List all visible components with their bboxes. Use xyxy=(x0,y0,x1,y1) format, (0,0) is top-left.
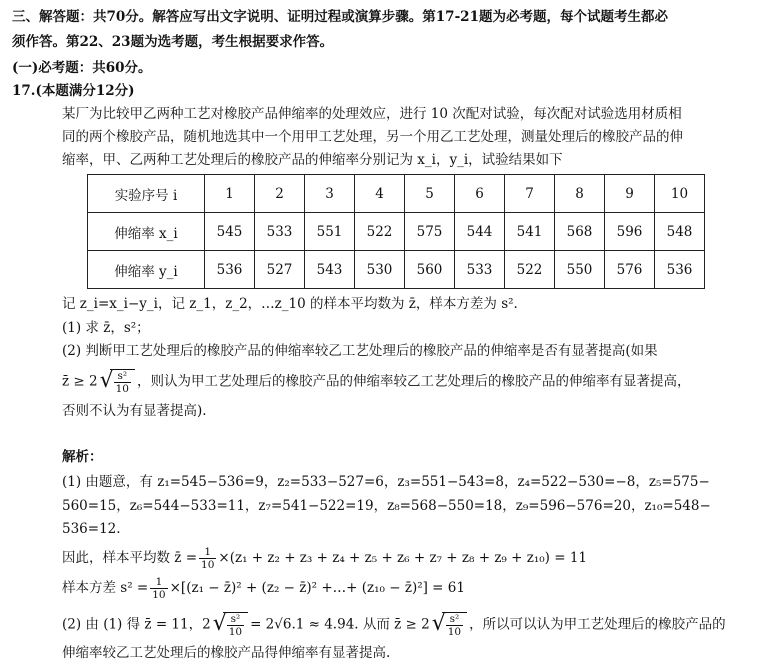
table-cell: 1 xyxy=(205,175,255,213)
table-cell: 550 xyxy=(555,251,605,289)
radical-sign: √ xyxy=(212,611,227,636)
solution-conclusion: 伸缩率较乙工艺处理后的橡胶产品得伸缩率有显著提高. xyxy=(62,645,391,661)
table-cell: 596 xyxy=(605,213,655,251)
numerator: 1 xyxy=(199,546,216,559)
table-cell: 533 xyxy=(455,251,505,289)
part2-start: (2) 由 (1) 得 z̄ = 11，2 xyxy=(62,616,211,633)
table-header-cell: 伸缩率 y_i xyxy=(88,251,205,289)
variance-label: 样本方差 s² = xyxy=(62,580,149,596)
section-heading-cont: 须作答。第22、23题为选考题，考生根据要求作答。 xyxy=(12,34,334,50)
table-header-cell: 实验序号 i xyxy=(88,175,205,213)
radical-sign: √ xyxy=(99,368,114,393)
fraction xyxy=(199,546,216,571)
table-cell: 3 xyxy=(305,175,355,213)
sqrt-expression xyxy=(213,612,248,638)
criterion-lhs: z̄ ≥ 2 xyxy=(62,373,98,390)
solution-variance xyxy=(62,576,465,601)
table-row xyxy=(88,175,705,213)
table-row xyxy=(88,213,705,251)
table-cell: 543 xyxy=(305,251,355,289)
table-cell: 4 xyxy=(355,175,405,213)
table-cell: 527 xyxy=(255,251,305,289)
table-cell: 568 xyxy=(555,213,605,251)
table-cell: 575 xyxy=(405,213,455,251)
table-cell: 9 xyxy=(605,175,655,213)
table-cell: 545 xyxy=(205,213,255,251)
mean-label: 因此，样本平均数 z̄ = xyxy=(62,550,198,566)
table-cell: 2 xyxy=(255,175,305,213)
table-row xyxy=(88,251,705,289)
table-cell: 6 xyxy=(455,175,505,213)
table-cell: 551 xyxy=(305,213,355,251)
solution-mean xyxy=(62,546,587,571)
numerator: s² xyxy=(446,613,463,626)
problem-text-1: 某厂为比较甲乙两种工艺对橡胶产品伸缩率的处理效应，进行 10 次配对试验，每次配对试验选用材质相 xyxy=(62,106,682,122)
table-cell: 522 xyxy=(505,251,555,289)
numerator: s² xyxy=(227,613,244,626)
part2-middle: = 2√6.1 ≈ 4.94. 从而 z̄ ≥ 2 xyxy=(250,616,430,633)
definition-text: 记 z_i=x_i−y_i，记 z_1，z_2，…z_10 的样本平均数为 z̄，样本方差为 s². xyxy=(62,296,518,312)
table-cell: 5 xyxy=(405,175,455,213)
denominator: 10 xyxy=(152,589,166,601)
question-number: 17.(本题满分12分) xyxy=(12,83,135,99)
sqrt-expression xyxy=(100,369,135,395)
problem-text-2: 同的两个橡胶产品，随机地选其中一个用甲工艺处理，另一个用乙工艺处理，测量处理后的橡胶产品的伸 xyxy=(62,129,683,145)
table-header-cell: 伸缩率 x_i xyxy=(88,213,205,251)
mean-expression: ×(z₁ + z₂ + z₃ + z₄ + z₅ + z₆ + z₇ + z₈ + z₉ + z₁₀) = 11 xyxy=(218,550,588,566)
solution-line-3: 536=12. xyxy=(62,521,121,537)
solution-line-1: (1) 由题意，有 z₁=545−536=9，z₂=533−527=6，z₃=551−543=8，z₄=522−530=−8，z₅=575− xyxy=(62,474,710,490)
problem-text-3: 缩率，甲、乙两种工艺处理后的橡胶产品的伸缩率分别记为 x_i，y_i，试验结果如下 xyxy=(62,152,563,168)
radical-sign: √ xyxy=(431,611,446,636)
table-cell: 8 xyxy=(555,175,605,213)
data-table xyxy=(87,174,705,289)
table-cell: 522 xyxy=(355,213,405,251)
question-part-2-criterion xyxy=(62,369,690,395)
solution-line-2: 560=15，z₆=544−533=11，z₇=541−522=19，z₈=568−550=18，z₉=596−576=20，z₁₀=548− xyxy=(62,498,711,514)
section-heading: 三、解答题：共70分。解答应写出文字说明、证明过程或演算步骤。第17-21题为必考题，每个试题考生都必 xyxy=(12,9,668,25)
solution-title: 解析： xyxy=(62,449,103,465)
table-cell: 530 xyxy=(355,251,405,289)
criterion-rhs: ，则认为甲工艺处理后的橡胶产品的伸缩率较乙工艺处理后的橡胶产品的伸缩率有显著提高， xyxy=(136,373,691,390)
table-cell: 536 xyxy=(205,251,255,289)
variance-expression: ×[(z₁ − z̄)² + (z₂ − z̄)² +…+ (z₁₀ − z̄)²] = 61 xyxy=(169,580,465,596)
subsection-heading: (一)必考题：共60分。 xyxy=(12,60,152,76)
fraction xyxy=(150,576,167,601)
table-cell: 576 xyxy=(605,251,655,289)
table-cell: 544 xyxy=(455,213,505,251)
denominator: 10 xyxy=(201,559,215,571)
fraction xyxy=(446,613,463,638)
sqrt-expression xyxy=(432,612,467,638)
table-cell: 7 xyxy=(505,175,555,213)
numerator: s² xyxy=(114,370,131,383)
table-cell: 541 xyxy=(505,213,555,251)
fraction xyxy=(114,370,131,395)
table-cell: 10 xyxy=(655,175,705,213)
table-cell: 536 xyxy=(655,251,705,289)
table-cell: 560 xyxy=(405,251,455,289)
solution-part-2 xyxy=(62,612,726,638)
question-part-2-end: 否则不认为有显著提高). xyxy=(62,403,207,419)
denominator: 10 xyxy=(447,626,462,638)
denominator: 10 xyxy=(228,626,243,638)
part2-end: ，所以可以认为甲工艺处理后的橡胶产品的 xyxy=(469,616,726,633)
fraction xyxy=(227,613,244,638)
numerator: 1 xyxy=(150,576,167,589)
denominator: 10 xyxy=(115,383,129,395)
table-cell: 548 xyxy=(655,213,705,251)
question-part-2: (2) 判断甲工艺处理后的橡胶产品的伸缩率较乙工艺处理后的橡胶产品的伸缩率是否有显著提高(如果 xyxy=(62,343,658,359)
table-cell: 533 xyxy=(255,213,305,251)
question-part-1: (1) 求 z̄，s²； xyxy=(62,320,150,336)
